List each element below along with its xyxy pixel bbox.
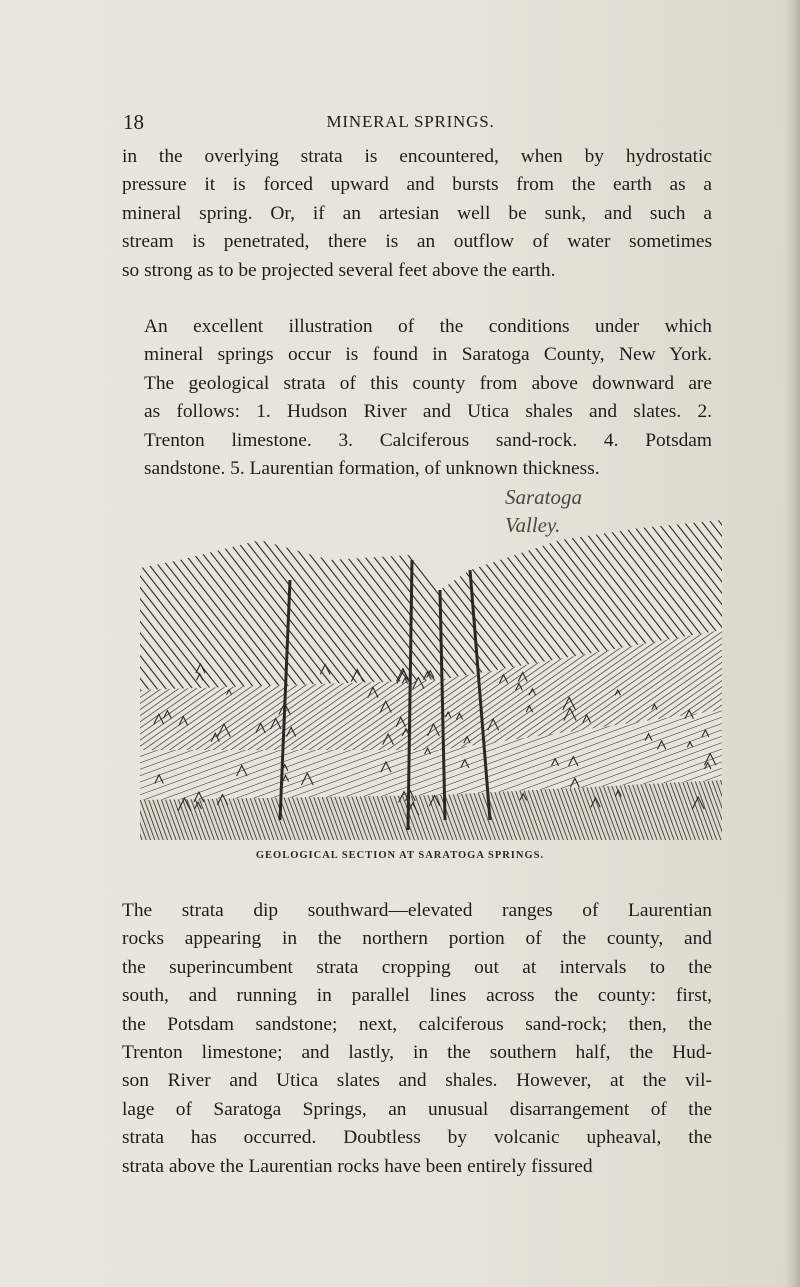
figure-label-line: Valley. bbox=[505, 513, 561, 537]
text-line: mineral spring. Or, if an artesian well be sunk, and such a bbox=[122, 202, 712, 224]
text-line: south, and running in parallel lines across the county: first, bbox=[122, 985, 712, 1007]
text-line: rocks appearing in the northern portion of the county, and bbox=[122, 928, 712, 950]
text-line: in the overlying strata is encountered, when by hydrostatic bbox=[122, 146, 712, 167]
text-line: mineral springs occur is found in Saratoga County, New York. bbox=[144, 344, 712, 366]
paragraph-1 bbox=[122, 143, 712, 285]
text-line: the superincumbent strata cropping out at intervals to the bbox=[122, 956, 712, 978]
paragraph-3 bbox=[122, 897, 712, 1181]
strata-layers bbox=[140, 520, 722, 840]
page-number: 18 bbox=[123, 110, 144, 134]
text-line: The geological strata of this county from above downward are bbox=[144, 372, 712, 394]
text-line: strata above the Laurentian rocks have been entirely fissured bbox=[122, 1155, 593, 1177]
page-header bbox=[108, 110, 713, 138]
figure-label-line: Saratoga bbox=[505, 485, 583, 509]
text-line: An excellent illustration of the conditions under which bbox=[144, 316, 712, 337]
text-line: Trenton limestone. 3. Calciferous sand-rock. 4. Potsdam bbox=[144, 429, 712, 451]
text-line: pressure it is forced upward and bursts from the earth as a bbox=[122, 174, 712, 196]
text-line: The strata dip southward—elevated ranges of Laurentian bbox=[122, 900, 712, 921]
geological-section-illustration bbox=[140, 520, 722, 840]
running-head: MINERAL SPRINGS. bbox=[326, 112, 495, 131]
text-line: so strong as to be projected several feet above the earth. bbox=[122, 259, 556, 281]
text-line: as follows: 1. Hudson River and Utica shales and slates. 2. bbox=[144, 401, 712, 423]
text-line: strata has occurred. Doubtless by volcanic upheaval, the bbox=[122, 1127, 712, 1149]
paragraph-2 bbox=[122, 313, 712, 483]
page-edge bbox=[786, 0, 800, 1287]
text-line: lage of Saratoga Springs, an unusual disarrangement of the bbox=[122, 1098, 712, 1120]
text-line: Trenton limestone; and lastly, in the southern half, the Hud- bbox=[122, 1042, 712, 1064]
text-line: the Potsdam sandstone; next, calciferous sand-rock; then, the bbox=[122, 1013, 712, 1035]
text-line: stream is penetrated, there is an outflow of water sometimes bbox=[122, 231, 712, 253]
text-line: son River and Utica slates and shales. However, at the vil- bbox=[122, 1070, 712, 1092]
text-line: sandstone. 5. Laurentian formation, of unknown thickness. bbox=[144, 458, 600, 480]
figure-caption: GEOLOGICAL SECTION AT SARATOGA SPRINGS. bbox=[255, 850, 545, 861]
